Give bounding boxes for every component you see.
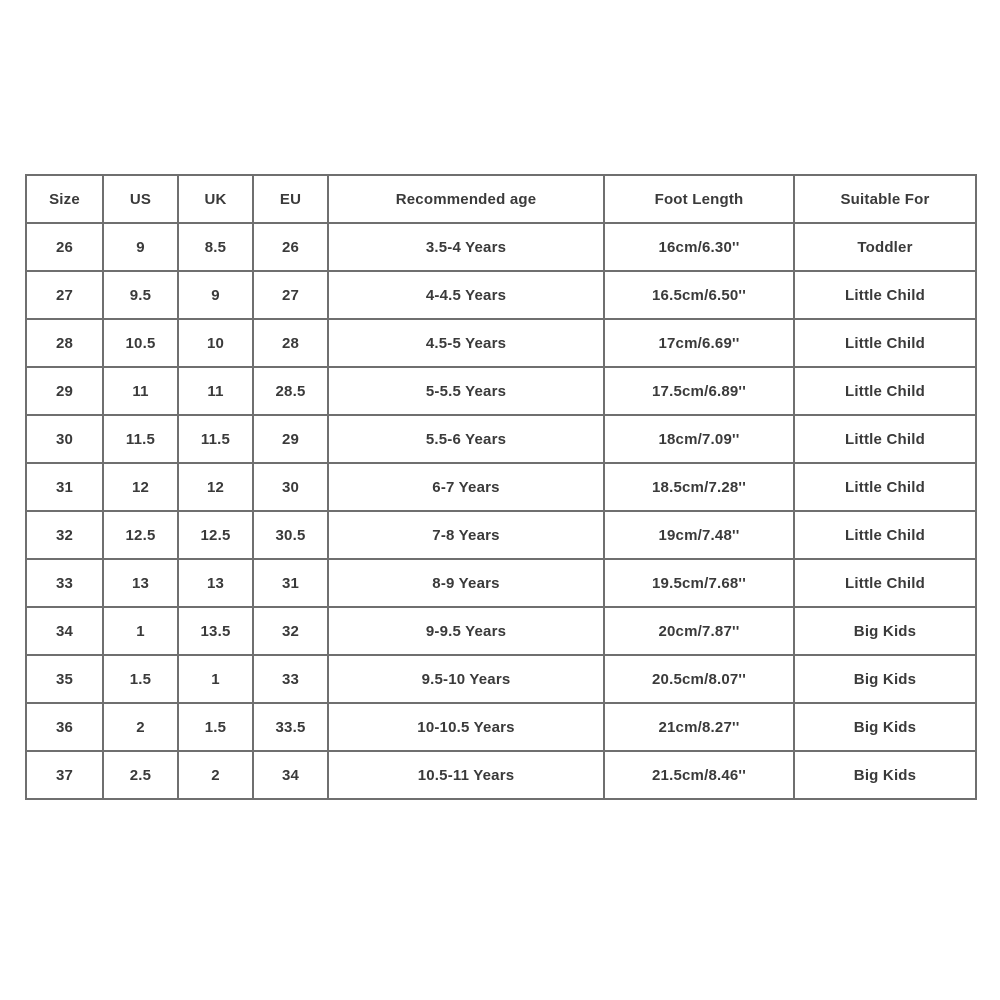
cell-recommended-age: 8-9 Years [328,559,604,607]
cell-recommended-age: 10.5-11 Years [328,751,604,799]
cell-suitable-for: Toddler [794,223,976,271]
cell-eu: 33 [253,655,328,703]
cell-eu: 30.5 [253,511,328,559]
cell-size: 33 [26,559,103,607]
table-row [26,751,976,799]
cell-size: 37 [26,751,103,799]
cell-uk: 10 [178,319,253,367]
cell-recommended-age: 5.5-6 Years [328,415,604,463]
cell-size: 29 [26,367,103,415]
cell-recommended-age: 3.5-4 Years [328,223,604,271]
table-row [26,319,976,367]
cell-us: 9.5 [103,271,178,319]
cell-size: 27 [26,271,103,319]
cell-eu: 29 [253,415,328,463]
header-size: Size [26,175,103,223]
cell-suitable-for: Little Child [794,559,976,607]
cell-uk: 9 [178,271,253,319]
cell-suitable-for: Little Child [794,319,976,367]
cell-us: 12.5 [103,511,178,559]
cell-recommended-age: 5-5.5 Years [328,367,604,415]
cell-suitable-for: Little Child [794,367,976,415]
cell-us: 1.5 [103,655,178,703]
cell-size: 34 [26,607,103,655]
cell-us: 2.5 [103,751,178,799]
cell-recommended-age: 9.5-10 Years [328,655,604,703]
cell-foot-length: 16.5cm/6.50'' [604,271,794,319]
table-row [26,415,976,463]
cell-foot-length: 21cm/8.27'' [604,703,794,751]
table-row [26,463,976,511]
header-uk: UK [178,175,253,223]
table-row [26,703,976,751]
cell-uk: 12 [178,463,253,511]
cell-suitable-for: Little Child [794,271,976,319]
cell-eu: 28.5 [253,367,328,415]
cell-us: 12 [103,463,178,511]
cell-foot-length: 20.5cm/8.07'' [604,655,794,703]
cell-us: 11.5 [103,415,178,463]
cell-uk: 1.5 [178,703,253,751]
cell-suitable-for: Little Child [794,511,976,559]
size-chart-table [25,174,977,800]
table-row [26,271,976,319]
table-row [26,655,976,703]
cell-foot-length: 18.5cm/7.28'' [604,463,794,511]
cell-uk: 2 [178,751,253,799]
cell-recommended-age: 4.5-5 Years [328,319,604,367]
cell-size: 35 [26,655,103,703]
cell-recommended-age: 10-10.5 Years [328,703,604,751]
cell-uk: 12.5 [178,511,253,559]
cell-eu: 33.5 [253,703,328,751]
cell-eu: 26 [253,223,328,271]
cell-uk: 8.5 [178,223,253,271]
cell-size: 26 [26,223,103,271]
cell-suitable-for: Big Kids [794,607,976,655]
cell-suitable-for: Little Child [794,463,976,511]
cell-foot-length: 17.5cm/6.89'' [604,367,794,415]
cell-us: 13 [103,559,178,607]
cell-suitable-for: Big Kids [794,655,976,703]
cell-foot-length: 17cm/6.69'' [604,319,794,367]
cell-eu: 30 [253,463,328,511]
cell-uk: 13.5 [178,607,253,655]
cell-size: 28 [26,319,103,367]
cell-eu: 31 [253,559,328,607]
cell-foot-length: 18cm/7.09'' [604,415,794,463]
table-row [26,559,976,607]
table-row [26,511,976,559]
cell-us: 10.5 [103,319,178,367]
cell-size: 31 [26,463,103,511]
cell-eu: 34 [253,751,328,799]
cell-suitable-for: Big Kids [794,751,976,799]
cell-size: 32 [26,511,103,559]
cell-uk: 11.5 [178,415,253,463]
cell-eu: 32 [253,607,328,655]
table-row [26,367,976,415]
header-foot-length: Foot Length [604,175,794,223]
cell-us: 9 [103,223,178,271]
cell-eu: 27 [253,271,328,319]
cell-foot-length: 19cm/7.48'' [604,511,794,559]
cell-foot-length: 19.5cm/7.68'' [604,559,794,607]
cell-eu: 28 [253,319,328,367]
cell-uk: 13 [178,559,253,607]
cell-us: 2 [103,703,178,751]
cell-recommended-age: 7-8 Years [328,511,604,559]
cell-uk: 1 [178,655,253,703]
cell-size: 36 [26,703,103,751]
cell-recommended-age: 9-9.5 Years [328,607,604,655]
cell-suitable-for: Little Child [794,415,976,463]
header-suitable-for: Suitable For [794,175,976,223]
cell-foot-length: 16cm/6.30'' [604,223,794,271]
header-us: US [103,175,178,223]
cell-suitable-for: Big Kids [794,703,976,751]
cell-recommended-age: 6-7 Years [328,463,604,511]
cell-foot-length: 20cm/7.87'' [604,607,794,655]
cell-us: 11 [103,367,178,415]
cell-uk: 11 [178,367,253,415]
table-row [26,223,976,271]
cell-us: 1 [103,607,178,655]
cell-recommended-age: 4-4.5 Years [328,271,604,319]
header-row [26,175,976,223]
cell-size: 30 [26,415,103,463]
header-recommended-age: Recommended age [328,175,604,223]
header-eu: EU [253,175,328,223]
table-row [26,607,976,655]
cell-foot-length: 21.5cm/8.46'' [604,751,794,799]
